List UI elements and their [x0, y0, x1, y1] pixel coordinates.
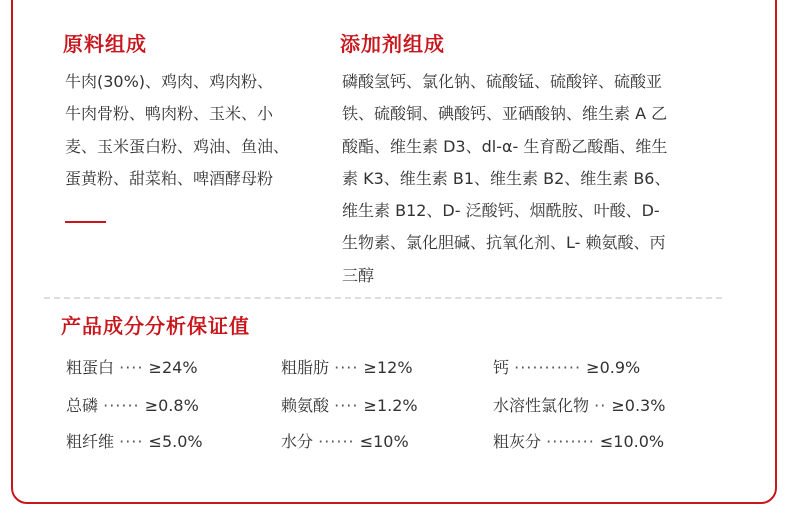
- additives-line: 维生素 B12、D- 泛酸钙、烟酰胺、叶酸、D-: [342, 201, 660, 221]
- section-accent-line: [65, 221, 106, 223]
- nutrient-name: 水溶性氯化物: [493, 396, 590, 415]
- additives-line: 酸酯、维生素 D3、dl-α- 生育酚乙酸酯、维生: [342, 136, 668, 156]
- leader-dots: ········: [546, 432, 595, 451]
- additives-line: 生物素、氯化胆碱、抗氧化剂、L- 赖氨酸、丙: [342, 233, 666, 253]
- additives-text: [342, 66, 732, 292]
- nutrient-value: ≥12%: [363, 358, 413, 377]
- nutrient-name: 总磷: [66, 396, 99, 415]
- additives-title: 添加剂组成: [340, 32, 445, 56]
- raw-materials-text: [65, 66, 325, 195]
- nutrient-water-soluble-chloride: [493, 393, 665, 416]
- nutrient-name: 粗灰分: [493, 432, 542, 451]
- leader-dots: ······: [318, 432, 355, 451]
- additives-line: 铁、硫酸铜、碘酸钙、亚硒酸钠、维生素 A 乙: [342, 104, 668, 124]
- raw-materials-line: 牛肉(30%)、鸡肉、鸡肉粉、: [65, 72, 274, 91]
- nutrient-value: ≥24%: [148, 358, 198, 377]
- raw-materials-title: 原料组成: [63, 32, 147, 56]
- leader-dots: ····: [334, 358, 359, 377]
- nutrient-crude-protein: [66, 355, 198, 378]
- nutrient-lysine: [281, 393, 418, 416]
- leader-dots: ····: [334, 396, 359, 415]
- additives-line: 三醇: [342, 265, 375, 285]
- nutrient-value: ≤10%: [359, 432, 409, 451]
- leader-dots: ····: [119, 358, 144, 377]
- nutrient-crude-fat: [281, 355, 413, 378]
- nutrient-name: 粗纤维: [66, 432, 115, 451]
- raw-materials-line: 牛肉骨粉、鸭肉粉、玉米、小: [65, 104, 274, 124]
- nutrient-value: ≥1.2%: [363, 396, 418, 415]
- nutrient-value: ≤10.0%: [599, 432, 665, 451]
- section-divider: [44, 297, 722, 299]
- nutrient-value: ≥0.9%: [586, 358, 641, 377]
- nutrient-moisture: [281, 429, 409, 452]
- raw-materials-line: 蛋黄粉、甜菜粕、啤酒酵母粉: [65, 168, 274, 188]
- nutrient-name: 粗蛋白: [66, 358, 115, 377]
- nutrient-name: 粗脂肪: [281, 358, 330, 377]
- nutrient-crude-fiber: [66, 429, 203, 452]
- leader-dots: ····: [119, 432, 144, 451]
- additives-line: 素 K3、维生素 B1、维生素 B2、维生素 B6、: [342, 168, 671, 188]
- nutrient-name: 钙: [493, 358, 510, 377]
- raw-materials-line: 麦、玉米蛋白粉、鸡油、鱼油、: [65, 136, 290, 156]
- nutrient-name: 赖氨酸: [281, 396, 330, 415]
- nutrient-value: ≥0.8%: [144, 396, 199, 415]
- nutrient-value: ≥0.3%: [611, 396, 666, 415]
- nutrient-total-phosphorus: [66, 393, 199, 416]
- nutrient-name: 水分: [281, 432, 314, 451]
- analysis-title: 产品成分分析保证值: [61, 314, 250, 338]
- additives-line: 磷酸氢钙、氯化钠、硫酸锰、硫酸锌、硫酸亚: [342, 72, 663, 91]
- leader-dots: ······: [103, 396, 140, 415]
- nutrient-crude-ash: [493, 429, 664, 452]
- leader-dots: ··: [594, 396, 607, 415]
- leader-dots: ···········: [514, 358, 582, 377]
- nutrient-calcium: [493, 355, 640, 378]
- nutrient-value: ≤5.0%: [148, 432, 203, 451]
